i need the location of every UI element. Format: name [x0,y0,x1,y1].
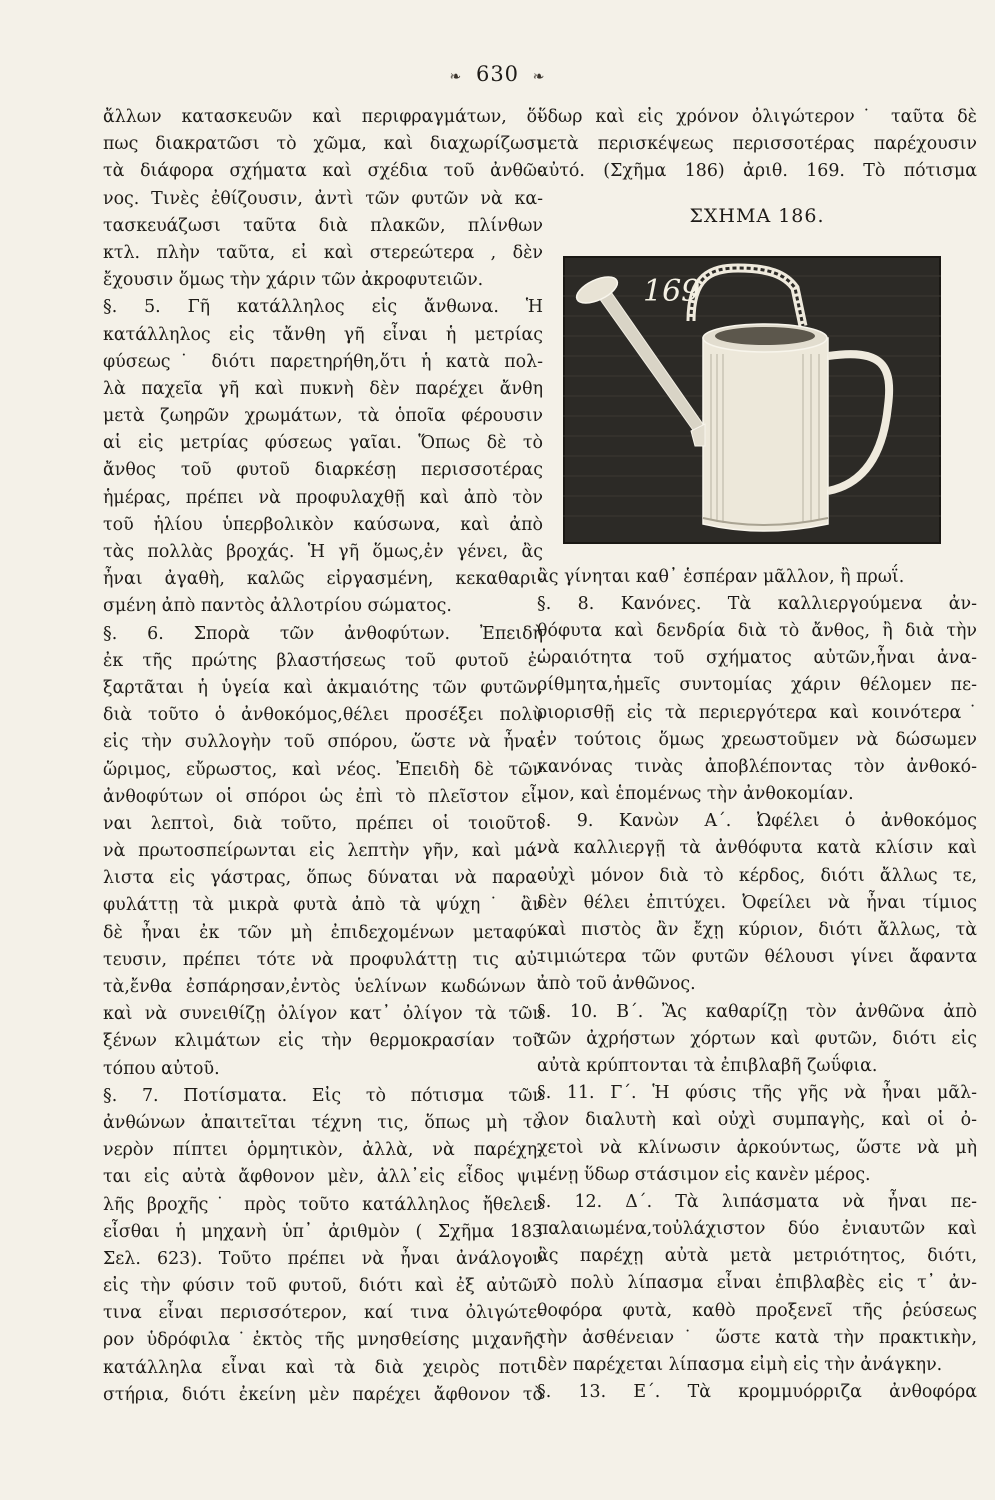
text-line: ἦναι ἀγαθὴ, καλῶς εἰργασμένη, κεκαθαρι- [103,569,543,590]
text-line: τευσιν, πρέπει τότε νὰ προφυλάττῃ τις αὐ- [103,949,543,970]
watering-can-figure [563,256,941,544]
text-line: τὰ,ἔνθα ἐσπάρησαν,ἐντὸς ὑελίνων κωδώνων˙ [103,977,543,997]
text-line: ἐκ τῆς πρώτης βλαστήσεως τοῦ φυτοῦ ἐ- [103,650,543,671]
text-line: λον διαλυτὴ καὶ οὐχὶ συμπαγὴς, καὶ οἱ ὀ- [537,1110,977,1131]
text-line: τὰ διάφορα σχήματα καὶ σχέδια τοῦ ἀνθῶ- [103,161,543,182]
text-line: καὶ νὰ συνειθίζῃ ὀλίγον κατ᾽ ὀλίγον τὰ τῶν [103,1004,543,1025]
text-line: νὰ καλλιεργῇ τὰ ἀνθόφυτα κατὰ κλίσιν καὶ [537,838,977,859]
text-line: ἐν τούτοις ὅμως χρεωστοῦμεν νὰ δώσωμεν [537,729,977,750]
text-line: τόπου αὐτοῦ. [103,1058,220,1079]
text-line: §. 9. Κανὼν Α΄. Ὠφέλει ὁ ἀνθοκόμος [537,811,977,832]
text-line: ρίθμητα,ἡμεῖς συντομίας χάριν θέλομεν πε- [537,675,977,696]
text-line: ἔχουσιν ὅμως τὴν χάριν τῶν ἀκροφυτειῶν. [103,270,484,291]
text-line: τῶν ἀχρήστων χόρτων καὶ φυτῶν, διότι εἰς [537,1028,977,1049]
text-line: μένῃ ὕδωρ στάσιμον εἰς κανὲν μέρος. [537,1164,871,1185]
text-line: ὡραιότητα τοῦ σχήματος αὐτῶν,ἦναι ἀνα- [537,648,977,669]
text-line: μετὰ ζωηρῶν χρωμάτων, τὰ ὁποῖα φέρουσιν [103,406,543,427]
text-line: κατάλληλος εἰς τἄνθη γῆ εἶναι ἡ μετρίας [103,324,543,345]
text-line: φυλάττῃ τὰ μικρὰ φυτὰ ἀπὸ τὰ ψύχη˙ ἂν [103,895,543,916]
text-line: ὥριμος, εὔρωστος, καὶ νέος. Ἐπειδὴ δὲ τῶν [103,759,543,780]
text-line: ἂς γίνηται καθ᾽ ἑσπέραν μᾶλλον, ἢ πρωΐ. [537,566,905,587]
text-line: ἀπὸ τοῦ ἀνθῶνος. [537,974,696,995]
text-line: θόφυτα καὶ δενδρία διὰ τὸ ἄνθος, ἢ διὰ τὴν [537,620,977,641]
text-line: αὐτό. (Σχῆμα 186) ἀριθ. 169. Τὸ πότισμα [537,161,977,182]
text-line: κατάλληλα εἶναι καὶ τὰ διὰ χειρὸς ποτι- [103,1357,543,1378]
text-line: παλαιωμένα,τοὐλάχιστον δύο ἐνιαυτῶν καὶ [537,1219,977,1240]
text-line: §. 13. Ε΄. Τὰ κρομμυόρριζα ἀνθοφόρα [537,1382,977,1403]
text-line: τασκευάζωσι ταῦτα διὰ πλακῶν, πλίνθων [103,215,543,236]
text-line: ἄνθος τοῦ φυτοῦ διαρκέσῃ περισσοτέρας [103,460,543,481]
text-line: λὰ παχεῖα γῆ καὶ πυκνὴ δὲν παρέχει ἄνθη [103,378,543,399]
text-line: ἄλλων κατασκευῶν καὶ περιφραγμάτων, ὅ- [103,107,543,127]
text-line: καὶ πιστὸς ἂν ἔχῃ κύριον, διότι ἄλλως, τὰ [537,920,977,940]
text-line: δὲ ἦναι ἐκ τῶν μὴ ἐπιδεχομένων μεταφύ- [103,922,543,943]
text-line: εἰς τὴν φύσιν τοῦ φυτοῦ, διότι καὶ ἐξ αὐτῶν [103,1276,543,1297]
text-line: ἀνθώνων ἀπαιτεῖται τέχνη τις, ὅπως μὴ τὸ [103,1112,543,1133]
text-line: §. 5. Γῆ κατάλληλος εἰς ἄνθωνα. Ἡ [103,297,543,318]
right-column-top [537,104,977,186]
text-line: δὲν παρέχεται λίπασμα εἰμὴ εἰς τὴν ἀνάγκην. [537,1355,943,1375]
text-line: λῆς βροχῆς˙ πρὸς τοῦτο κατάλληλος ἤθελεν [103,1194,543,1215]
text-line: §. 10. Β΄. Ἂς καθαρίζῃ τὸν ἀνθῶνα ἀπὸ [537,1001,977,1022]
text-line: λιστα εἰς γάστρας, ὅπως δύναται νὰ παρα- [103,868,543,889]
text-line: διὰ τοῦτο ὁ ἀνθοκόμος,θέλει προσέξει πολὺ [103,705,543,726]
text-line: σμένη ἀπὸ παντὸς ἀλλοτρίου σώματος. [103,596,452,617]
text-line: Σελ. 623). Τοῦτο πρέπει νὰ ἦναι ἀνάλογον [103,1248,543,1269]
right-column-bottom [537,564,977,1407]
text-line: §. 7. Ποτίσματα. Εἰς τὸ πότισμα τῶν [103,1085,543,1106]
figure-number-label: 169 [643,273,701,309]
text-line: ται εἰς αὐτὰ ἄφθονον μὲν, ἀλλ᾽εἰς εἶδος ψι- [103,1167,543,1188]
text-line: §. 6. Σπορὰ τῶν ἀνθοφύτων. Ἐπειδὴ [103,623,543,644]
text-line: εἰς τὴν συλλογὴν τοῦ σπόρου, ὥστε νὰ ἦναι [103,732,543,753]
text-line: ξαρτᾶται ἡ ὑγεία καὶ ἀκμαιότης τῶν φυτῶν, [103,677,543,698]
text-line: πως διακρατῶσι τὸ χῶμα, καὶ διαχωρίζωσι [103,134,543,155]
text-line: χετοὶ νὰ κλίνωσιν ἀρκούντως, ὥστε νὰ μὴ [537,1137,977,1158]
text-line: νος. Τινὲς ἐθίζουσιν, ἀντὶ τῶν φυτῶν νὰ κα- [103,188,543,209]
text-line: §. 11. Γ΄. Ἡ φύσις τῆς γῆς νὰ ἦναι μᾶλ- [537,1083,977,1104]
text-line: ριορισθῇ εἰς τὰ περιεργότερα καὶ κοινότερα˙ [537,702,977,723]
text-line: δὲν θέλει ἐπιτύχει. Ὀφείλει νὰ ἦναι τίμιος [537,892,977,913]
text-line: τοῦ ἡλίου ὑπερβολικὸν καύσωνα, καὶ ἀπὸ [103,514,543,535]
text-line: τιμιώτερα τῶν φυτῶν θέλουσι γίνει ἄφαντα [537,947,977,968]
text-line: τὴν ἀσθένειαν˙ ὥστε κατὰ τὴν πρακτικὴν, [537,1327,977,1348]
text-line: ἡμέρας, πρέπει νὰ προφυλαχθῇ καὶ ἀπὸ τὸν [103,487,543,508]
text-line: ἂς παρέχῃ αὐτὰ μετὰ μετριότητος, διότι, [537,1246,977,1267]
text-line: στήρια, διότι ἐκείνη μὲν παρέχει ἄφθονον τὸ [103,1384,543,1405]
text-line: θοφόρα φυτὰ, καθὸ προξενεῖ τῆς ῥεύσεως [537,1300,977,1321]
ornament-right-icon: ❧ [532,69,546,85]
text-line: φύσεως˙ διότι παρετηρήθη,ὅτι ἡ κατὰ πολ- [103,351,543,372]
text-line: νὰ πρωτοσπείρωνται εἰς λεπτὴν γῆν, καὶ μά- [103,841,543,862]
ornament-left-icon: ❧ [449,69,463,85]
text-line: τὸ πολὺ λίπασμα εἶναι ἐπιβλαβὲς εἰς τ᾽ ἀν- [537,1273,977,1294]
text-line: αὐτὰ κρύπτονται τὰ ἐπιβλαβῆ ζωΰφια. [537,1055,878,1076]
left-column [103,104,543,1409]
right-column [537,104,977,1406]
figure-title: ΣΧΗΜΑ 186. [689,204,825,227]
text-line: τὰς πολλὰς βροχάς. Ἡ γῆ ὅμως,ἐν γένει, ἂς [103,542,543,562]
text-line: εἶσθαι ἡ μηχανὴ ὑπ᾽ ἀριθμὸν ( Σχῆμα 183 [103,1221,543,1242]
text-line: τινα εἶναι περισσότερον, καί τινα ὀλιγώτε- [103,1303,543,1324]
page-number: 630 [475,62,520,86]
text-line: ρον ὑδρόφιλα˙ἐκτὸς τῆς μνησθείσης μιχανῆς [103,1330,543,1351]
page-header [0,62,995,86]
text-line: μετὰ περισκέψεως περισσοτέρας παρέχουσιν [537,134,977,155]
text-line: κανόνας τινὰς ἀποβλέποντας τὸν ἀνθοκό- [537,756,977,777]
text-line: ὕδωρ καὶ εἰς χρόνον ὀλιγώτερον˙ ταῦτα δὲ [537,107,977,127]
text-line: §. 12. Δ΄. Τὰ λιπάσματα νὰ ἦναι πε- [537,1191,977,1212]
text-line: §. 8. Κανόνες. Τὰ καλλιεργούμενα ἀν- [537,593,977,614]
text-line: μον, καὶ ἑπομένως τὴν ἀνθοκομίαν. [537,784,854,805]
text-line: ναι λεπτοὶ, διὰ τοῦτο, πρέπει οἱ τοιοῦτοι [103,813,543,834]
text-line: ξένων κλιμάτων εἰς τὴν θερμοκρασίαν τοῦ [103,1031,543,1052]
text-line: ἀνθοφύτων οἱ σπόροι ὡς ἐπὶ τὸ πλεῖστον εἶ- [103,786,543,807]
text-line: νερὸν πίπτει ὁρμητικὸν, ἀλλὰ, νὰ παρέχη- [103,1140,543,1161]
text-line: αἱ εἰς μετρίας φύσεως γαῖαι. Ὅπως δὲ τὸ [103,433,543,454]
watering-can-icon [563,256,941,544]
text-line: κτλ. πλὴν ταῦτα, εἰ καὶ στερεώτερα , δὲν [103,242,543,263]
text-line: οὐχὶ μόνον διὰ τὸ κέρδος, διότι ἄλλως τε, [537,865,977,886]
